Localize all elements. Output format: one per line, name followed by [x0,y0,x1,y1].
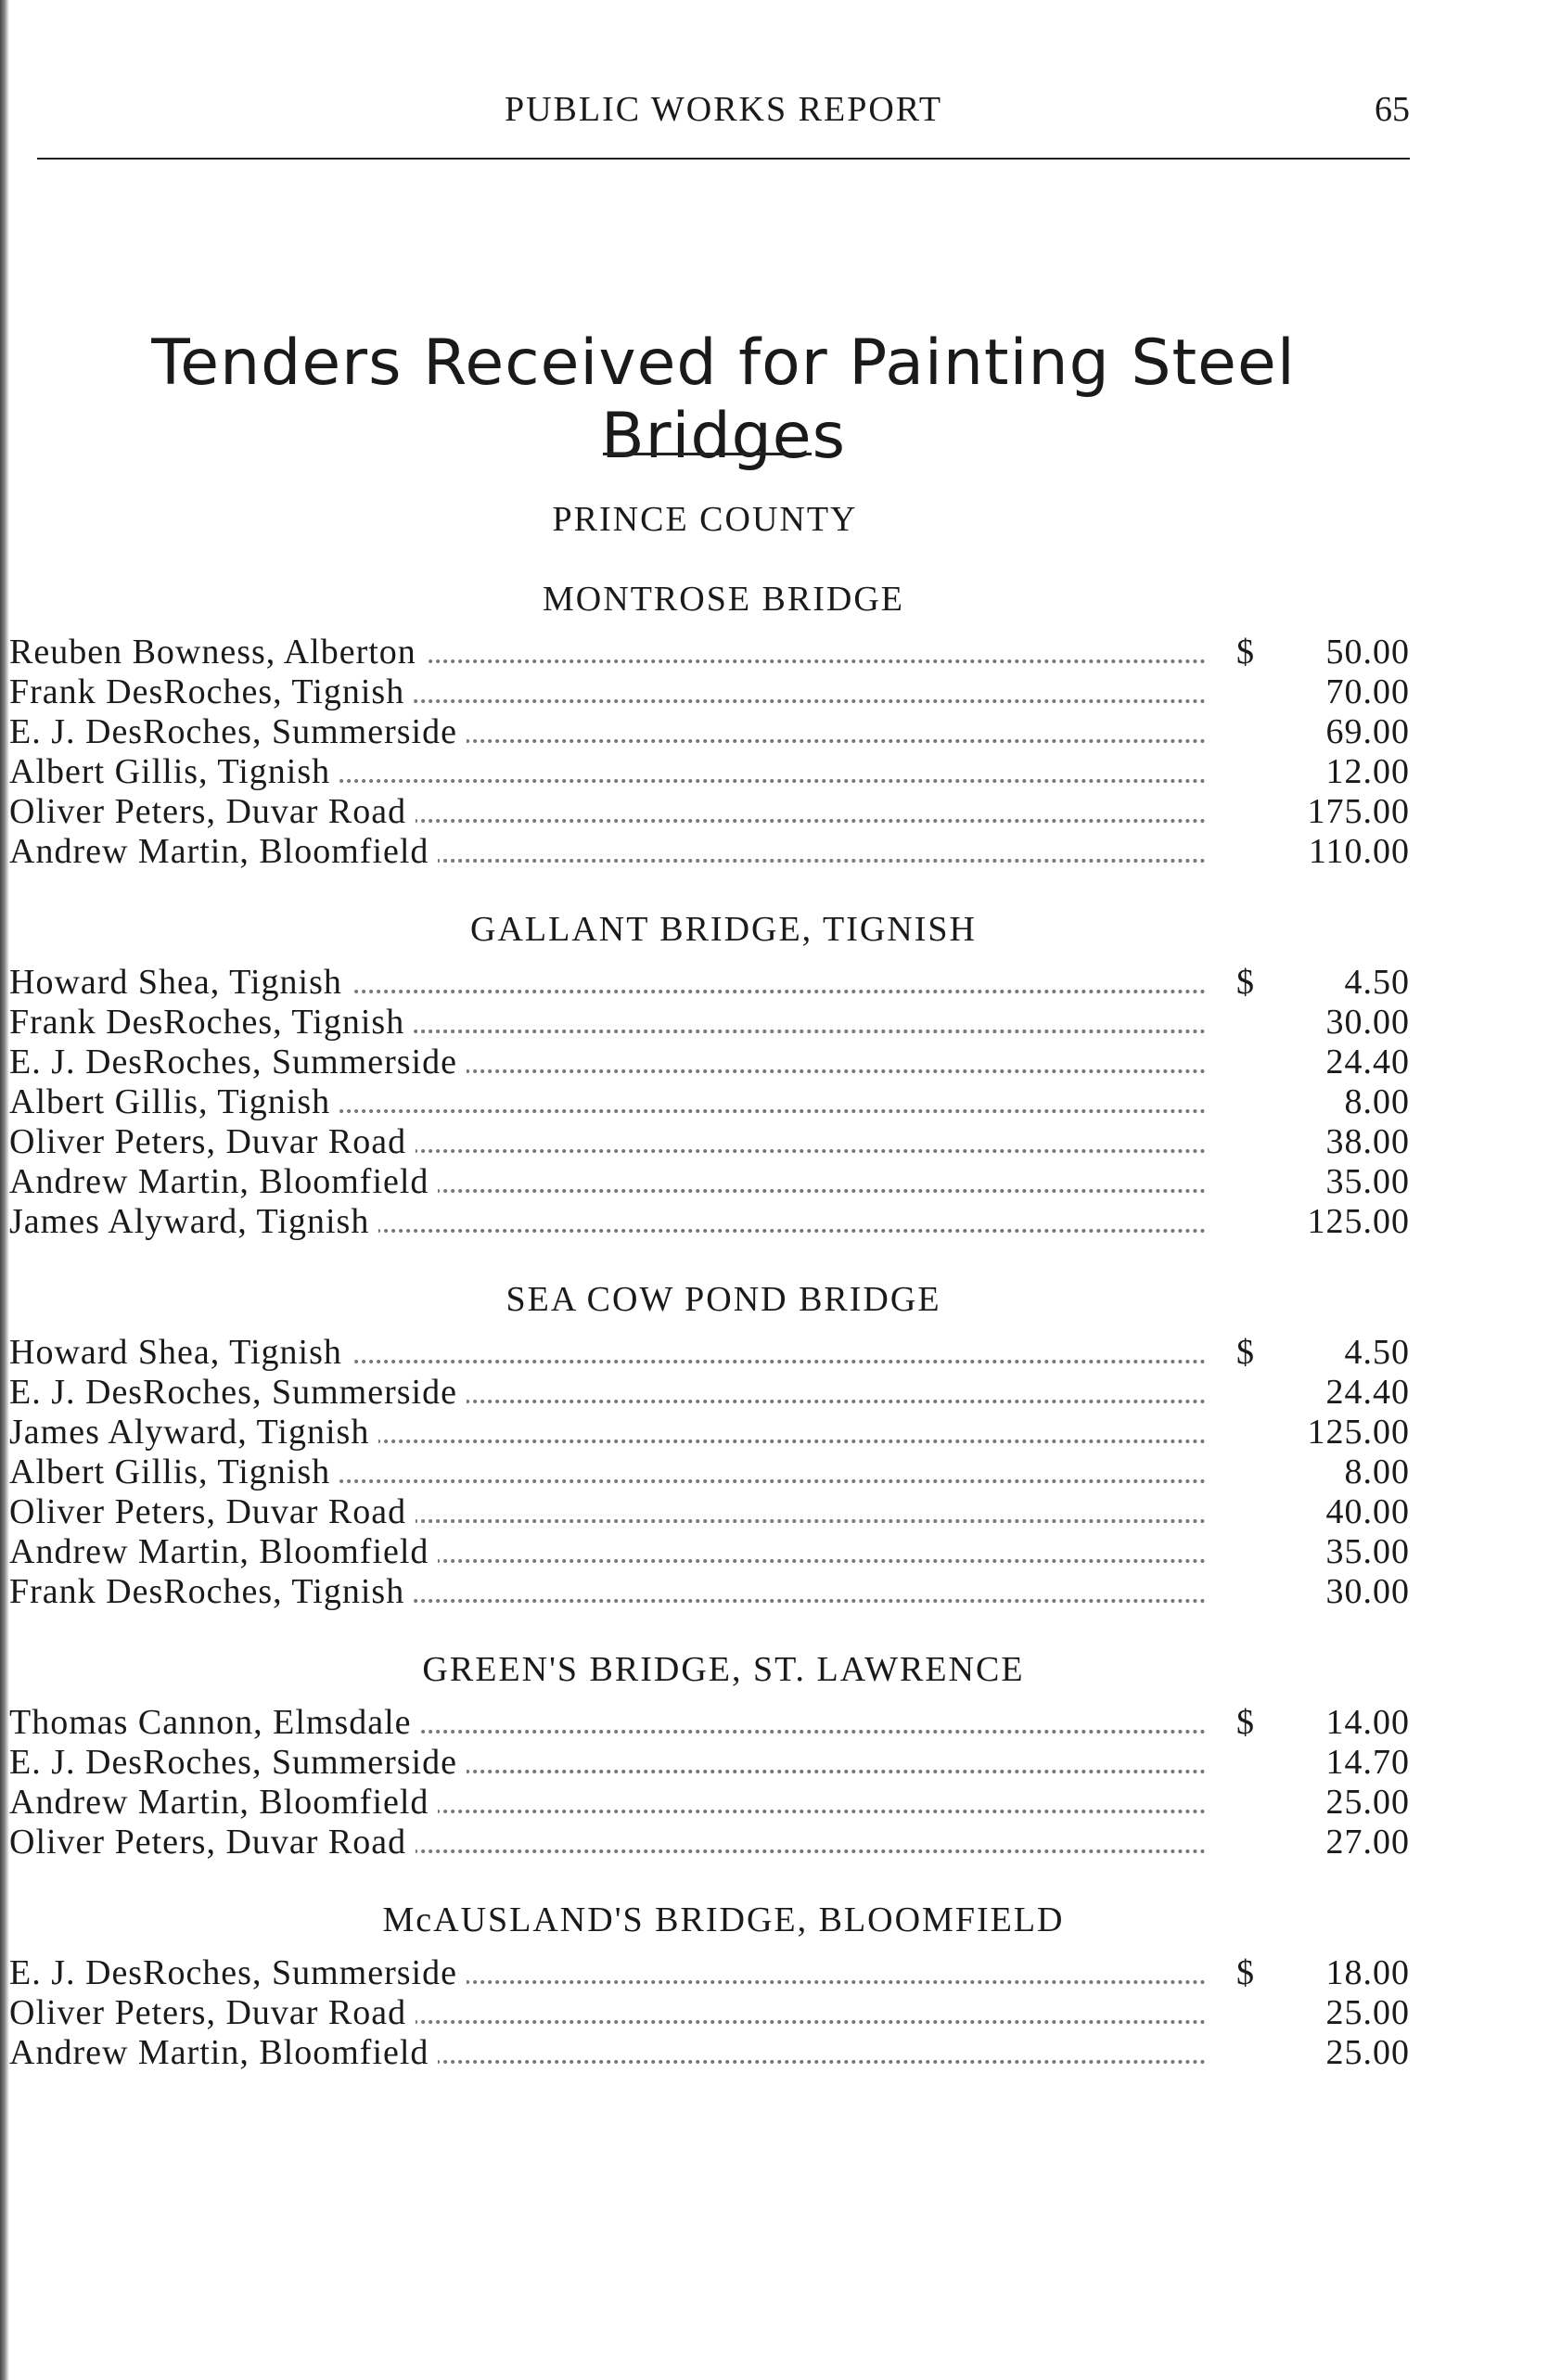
tender-amount: 8.00 [1344,1082,1410,1121]
tender-row [9,1572,1410,1612]
tender-amount: 70.00 [1325,672,1410,711]
tender-amount: 14.00 [1325,1703,1410,1742]
tenderer-name: Reuben Bowness, Alberton [9,633,426,672]
tenderer-name: Oliver Peters, Duvar Road [9,1993,416,2033]
tender-row [9,832,1410,872]
tenderer-name: E. J. DesRoches, Summerside [9,1953,467,1993]
tender-row [9,1452,1410,1492]
currency-symbol: $ [1236,963,1255,1002]
tenderer-name: Albert Gillis, Tignish [9,1452,339,1492]
tender-amount: 110.00 [1308,832,1410,871]
tender-row [9,712,1410,752]
tenderer-name: Andrew Martin, Bloomfield [9,1783,438,1823]
tender-amount: 30.00 [1325,1572,1410,1611]
tenderer-name: Andrew Martin, Bloomfield [9,2033,438,2073]
tenderer-name: Thomas Cannon, Elmsdale [9,1703,421,1743]
tender-amount: 69.00 [1325,712,1410,751]
tender-row [9,752,1410,792]
tender-row [9,1703,1410,1743]
tender-amount: 24.40 [1325,1043,1410,1081]
tender-row [9,1003,1410,1043]
tender-amount: 30.00 [1325,1003,1410,1042]
tender-row [9,1122,1410,1162]
tender-row [9,1333,1410,1373]
bridge-section [9,1636,1410,1862]
bridge-heading: GREEN'S BRIDGE, ST. LAWRENCE [422,1650,1025,1689]
tender-amount: 125.00 [1307,1413,1410,1452]
tender-amount: 25.00 [1325,1783,1410,1822]
binding-edge [0,0,9,2380]
tender-amount: 24.40 [1325,1373,1410,1412]
tender-row [9,1202,1410,1242]
tender-amount: 25.00 [1325,1993,1410,2032]
tender-row [9,1492,1410,1532]
tender-amount: 175.00 [1307,792,1410,831]
bridge-section [9,1887,1410,2073]
tender-row [9,1953,1410,1993]
tenderer-name: E. J. DesRoches, Summerside [9,1373,467,1413]
tender-amount: 14.70 [1325,1743,1410,1782]
tender-amount: 4.50 [1344,963,1410,1002]
tender-amount: 38.00 [1325,1122,1410,1161]
tender-amount: 35.00 [1325,1162,1410,1201]
currency-symbol: $ [1236,633,1255,672]
tenderer-name: Oliver Peters, Duvar Road [9,1122,416,1162]
tender-amount: 40.00 [1325,1492,1410,1531]
bridge-heading: McAUSLAND'S BRIDGE, BLOOMFIELD [382,1900,1065,1939]
tender-row [9,1532,1410,1572]
currency-symbol: $ [1236,1953,1255,1992]
tenderer-name: E. J. DesRoches, Summerside [9,1043,467,1082]
tender-amount: 25.00 [1325,2033,1410,2072]
bridge-heading: GALLANT BRIDGE, TIGNISH [470,910,977,949]
bridge-section [9,1266,1410,1612]
tender-amount: 18.00 [1325,1953,1410,1992]
tender-amount: 125.00 [1307,1202,1410,1241]
currency-symbol: $ [1236,1703,1255,1742]
tender-row [9,1373,1410,1413]
currency-symbol: $ [1236,1333,1255,1372]
county-heading: PRINCE COUNTY [552,500,858,539]
tender-row [9,1413,1410,1452]
tenderer-name: Albert Gillis, Tignish [9,1082,339,1122]
tender-row [9,963,1410,1003]
tender-row [9,1082,1410,1122]
tender-row [9,1823,1410,1862]
tender-row [9,1162,1410,1202]
tender-row [9,1743,1410,1783]
tender-row [9,1783,1410,1823]
tenderer-name: Albert Gillis, Tignish [9,752,339,792]
tender-row [9,2033,1410,2073]
tender-amount: 35.00 [1325,1532,1410,1571]
tender-row [9,672,1410,712]
tenderer-name: Andrew Martin, Bloomfield [9,1532,438,1572]
tenderer-name: James Alyward, Tignish [9,1413,378,1452]
bridge-heading: SEA COW POND BRIDGE [505,1280,941,1319]
tender-row [9,1043,1410,1082]
tender-row [9,633,1410,672]
tenderer-name: Howard Shea, Tignish [9,1333,352,1373]
tender-row [9,1993,1410,2033]
tenderer-name: Frank DesRoches, Tignish [9,672,414,712]
tenderer-name: Frank DesRoches, Tignish [9,1572,414,1612]
tenderer-name: E. J. DesRoches, Summerside [9,712,467,752]
tenderer-name: Oliver Peters, Duvar Road [9,1492,416,1532]
tenderer-name: Andrew Martin, Bloomfield [9,1162,438,1202]
tender-amount: 27.00 [1325,1823,1410,1862]
tender-row [9,792,1410,832]
page-title: Tenders Received for Painting Steel Bridges [151,326,1296,473]
bridge-heading: MONTROSE BRIDGE [543,580,904,619]
tenderer-name: Oliver Peters, Duvar Road [9,1823,416,1862]
page-number: 65 [1375,90,1410,129]
bridge-section [9,566,1410,872]
bridge-section [9,896,1410,1242]
running-head-title: PUBLIC WORKS REPORT [504,90,943,129]
tenderer-name: James Alyward, Tignish [9,1202,378,1242]
tenderer-name: Andrew Martin, Bloomfield [9,832,438,872]
tenderer-name: Oliver Peters, Duvar Road [9,792,416,832]
tenderer-name: Howard Shea, Tignish [9,963,352,1003]
tender-amount: 4.50 [1344,1333,1410,1372]
tenderer-name: E. J. DesRoches, Summerside [9,1743,467,1783]
tender-amount: 12.00 [1325,752,1410,791]
tender-amount: 8.00 [1344,1452,1410,1491]
tender-sections [9,566,1410,2097]
tender-amount: 50.00 [1325,633,1410,672]
tenderer-name: Frank DesRoches, Tignish [9,1003,414,1043]
running-head [37,89,1410,160]
title-rule [603,453,812,455]
